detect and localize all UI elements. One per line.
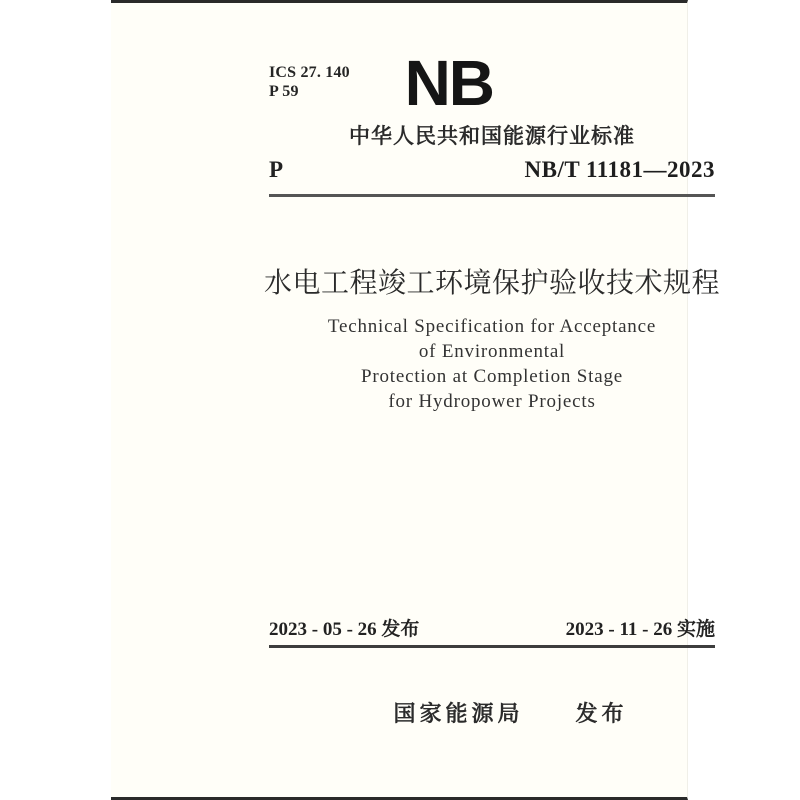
header-rule: [269, 194, 715, 197]
doc-class-letter: P: [269, 157, 284, 182]
standard-name-header: 中华人民共和国能源行业标准: [349, 125, 635, 148]
title-english-line: for Hydropower Projects: [388, 391, 596, 412]
issue-date: 2023 - 05 - 26 发布: [269, 619, 420, 640]
publisher-line: 国家能源局 发布: [393, 701, 628, 726]
classification-code: P 59: [269, 83, 299, 100]
nb-logo: NB: [404, 47, 493, 119]
standard-number: NB/T 11181—2023: [524, 157, 715, 182]
ics-classification-block: [269, 63, 350, 101]
title-english: [241, 314, 743, 414]
title-english-line: Protection at Completion Stage: [361, 366, 623, 387]
dates-row: [269, 618, 715, 642]
code-row: [269, 155, 715, 183]
title-english-line: Technical Specification for Acceptance: [327, 316, 657, 337]
implementation-date: 2023 - 11 - 26 实施: [565, 619, 715, 640]
footer-rule: [269, 645, 715, 648]
title-english-line: of Environmental: [418, 341, 566, 362]
standard-cover-page: [111, 0, 720, 800]
ics-code: ICS 27. 140: [269, 64, 350, 81]
title-chinese: 水电工程竣工环境保护验收技术规程: [263, 268, 720, 299]
